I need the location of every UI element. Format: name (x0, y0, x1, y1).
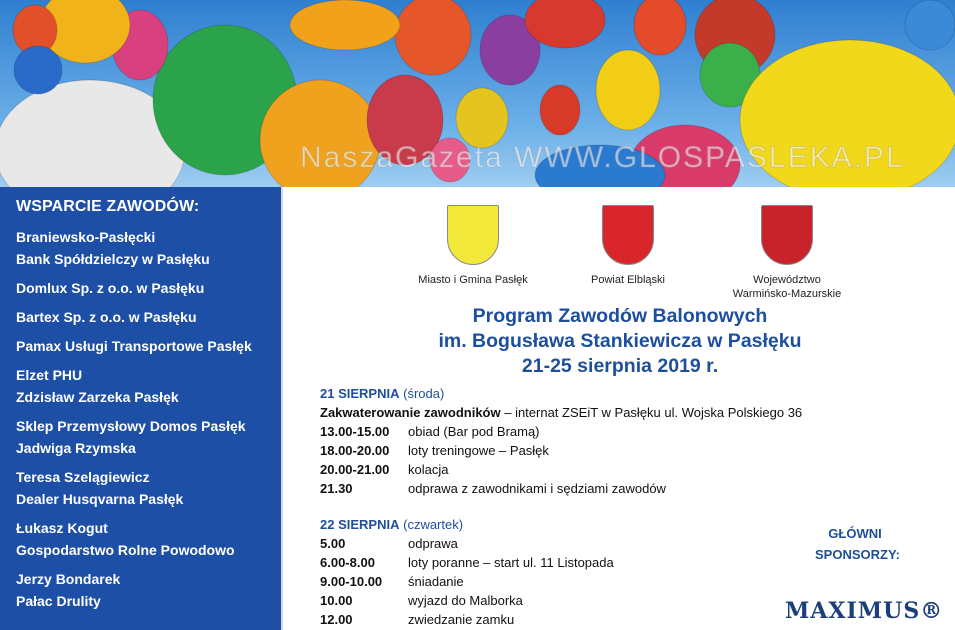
supporter-line: Elzet PHU (16, 367, 83, 383)
schedule-activity: loty treningowe – Pasłęk (408, 443, 549, 458)
schedule-activity: zwiedzanie zamku (408, 612, 515, 627)
paslek-crest-icon (447, 205, 499, 265)
supporter-line: Jerzy Bondarek (16, 571, 121, 587)
day-heading (320, 515, 463, 534)
sponsors-line: SPONSORZY: (815, 547, 900, 562)
elblag-county-crest-icon (602, 205, 654, 265)
schedule-row (320, 534, 458, 553)
supporter-line: Łukasz Kogut (16, 520, 108, 536)
balloons-photo (0, 0, 955, 187)
schedule-activity: śniadanie (408, 574, 464, 589)
schedule-time: 21.30 (320, 481, 353, 496)
schedule-time: 10.00 (320, 593, 353, 608)
supporter-line: Domlux Sp. z o.o. w Pasłęku (16, 280, 205, 296)
title-line: im. Bogusława Stankiewicza w Pasłęku (438, 330, 802, 352)
supporters-list (16, 226, 265, 612)
lodging-row (320, 403, 802, 422)
schedule-activity: kolacja (408, 462, 449, 477)
supporter-line: Pałac Drulity (16, 593, 101, 609)
sponsors-line: GŁÓWNI (828, 526, 882, 541)
crest-label-line: Warmińsko-Mazurskie (732, 288, 842, 300)
schedule-row (320, 572, 464, 591)
supporter-item (16, 277, 265, 299)
crest-label (712, 273, 862, 301)
supporter-item (16, 466, 265, 510)
schedule-time: 18.00-20.00 (320, 443, 390, 458)
supporter-line: Sklep Przemysłowy Domos Pasłęk (16, 418, 246, 434)
supporter-item (16, 226, 265, 270)
supporter-item (16, 364, 265, 408)
supporters-heading: WSPARCIE ZAWODÓW: (16, 198, 200, 215)
supporters-panel (0, 187, 283, 630)
schedule-activity: obiad (Bar pod Bramą) (408, 424, 540, 439)
schedule-row (320, 460, 448, 479)
supporter-item (16, 517, 265, 561)
title-line: Program Zawodów Balonowych (472, 305, 768, 327)
schedule-activity: wyjazd do Malborka (408, 593, 523, 608)
lodging-details: – internat ZSEiT w Pasłęku ul. Wojska Polskiego 36 (500, 405, 803, 420)
supporter-line: Gospodarstwo Rolne Powodowo (16, 542, 235, 558)
supporter-line: Jadwiga Rzymska (16, 440, 136, 456)
schedule-time: 5.00 (320, 536, 346, 551)
title-line: 21-25 sierpnia 2019 r. (521, 355, 719, 377)
supporter-line: Teresa Szelągiewicz (16, 469, 150, 485)
supporter-line: Bank Spółdzielczy w Pasłęku (16, 251, 210, 267)
schedule-time: 20.00-21.00 (320, 462, 390, 477)
supporter-item (16, 335, 265, 357)
maximus-logo: MAXIMUS® (785, 598, 944, 624)
main-sponsors-heading (815, 523, 900, 565)
schedule-row (320, 479, 666, 498)
day-heading (320, 384, 444, 403)
day-weekday: (czwartek) (403, 517, 464, 532)
day-weekday: (środa) (403, 386, 445, 401)
schedule-time: 12.00 (320, 612, 353, 627)
watermark: NaszaGazeta WWW.GLOSPASLEKA.PL (300, 141, 905, 174)
supporter-line: Dealer Husqvarna Pasłęk (16, 491, 184, 507)
supporter-line: Pamax Usługi Transportowe Pasłęk (16, 338, 252, 354)
balloons-illustration (0, 0, 955, 187)
supporter-line: Braniewsko-Pasłęcki (16, 229, 156, 245)
page-title (285, 304, 955, 379)
supporter-item (16, 306, 265, 328)
day-date: 21 SIERPNIA (320, 386, 400, 401)
supporter-line: Bartex Sp. z o.o. w Pasłęku (16, 309, 197, 325)
schedule-activity: loty poranne – start ul. 11 Listopada (408, 555, 614, 570)
schedule-time: 6.00-8.00 (320, 555, 375, 570)
schedule-row (320, 553, 614, 572)
schedule-time: 9.00-10.00 (320, 574, 383, 589)
lodging-title: Zakwaterowanie zawodników (320, 405, 501, 420)
schedule-row (320, 610, 514, 629)
voivodeship-crest-icon (761, 205, 813, 265)
crest-label-line: Województwo (753, 274, 821, 286)
schedule-row (320, 422, 540, 441)
schedule-activity: odprawa (408, 536, 458, 551)
supporter-item (16, 568, 265, 612)
crest-label: Miasto i Gmina Pasłęk (418, 274, 528, 286)
schedule-activity: odprawa z zawodnikami i sędziami zawodów (408, 481, 666, 496)
supporter-item (16, 415, 265, 459)
schedule-row (320, 441, 549, 460)
schedule-row (320, 591, 523, 610)
schedule-time: 13.00-15.00 (320, 424, 390, 439)
supporter-line: Zdzisław Zarzeka Pasłęk (16, 389, 179, 405)
day-date: 22 SIERPNIA (320, 517, 400, 532)
crest-label: Powiat Elbląski (591, 274, 665, 286)
